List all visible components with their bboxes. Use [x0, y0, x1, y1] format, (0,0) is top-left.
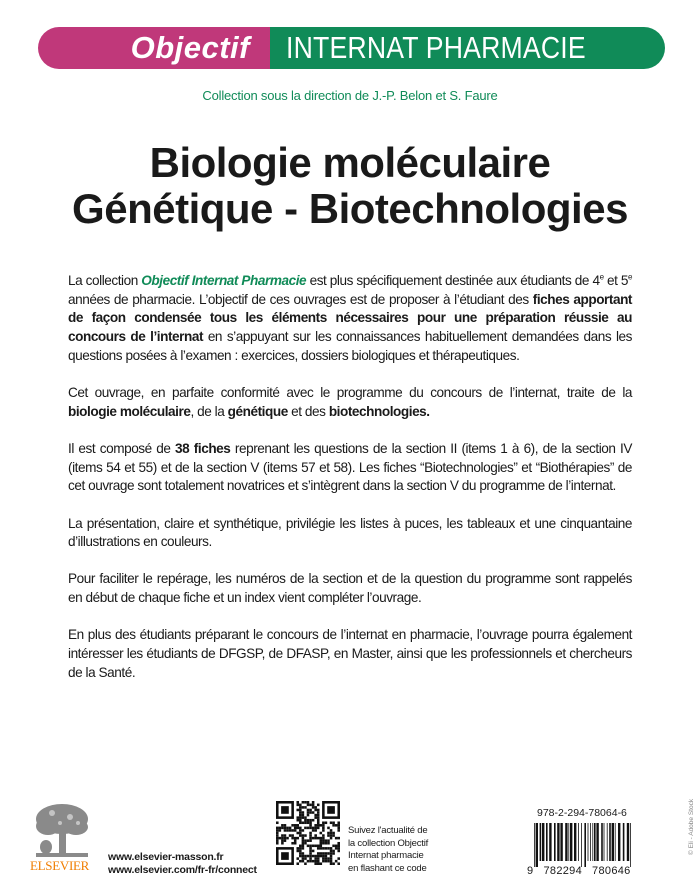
series-name-internat — [270, 27, 665, 69]
text-segment: Il est composé de — [68, 440, 176, 456]
text-segment: La présentation, claire et synthétique, privilégie les listes à puces, les tableaux et une cinquantaine d’illustrations en couleurs. — [68, 515, 632, 550]
barcode-bar — [594, 823, 596, 861]
bold-text: 38 fiches — [175, 440, 231, 456]
bold-text: génétique — [227, 403, 288, 419]
barcode-bar — [546, 823, 548, 861]
barcode-bar — [590, 823, 591, 861]
back-cover-text — [68, 272, 632, 701]
barcode-bar — [596, 823, 598, 861]
publisher-urls — [108, 851, 257, 877]
bold-text: biologie moléculaire — [68, 403, 191, 419]
barcode-bar — [557, 823, 559, 861]
bold-text: fiches apportant de façon condensée tous les éléments nécessaires pour une préparation réussie au concours de l’internat — [68, 291, 633, 345]
footer — [0, 795, 700, 895]
paragraph — [68, 440, 632, 496]
publisher-logo-text: ELSEVIER — [30, 858, 89, 873]
text-segment: e — [599, 272, 604, 282]
barcode-bar — [623, 823, 625, 861]
title-line-1: Biologie moléculaire — [149, 139, 551, 186]
photo-credit: © Eli - Adobe Stock — [688, 798, 695, 855]
barcode-bar — [618, 823, 620, 861]
qr-caption-line: en flashant ce code — [348, 862, 427, 874]
barcode-bar — [612, 823, 614, 861]
barcode-bar — [609, 823, 611, 861]
qr-caption-line: la collection Objectif — [348, 837, 429, 849]
barcode-bar — [630, 823, 631, 867]
paragraph — [68, 384, 632, 421]
barcode-bar — [588, 823, 589, 861]
barcode-bar — [615, 823, 616, 861]
barcode-bar — [534, 823, 535, 867]
barcode-bar — [549, 823, 551, 861]
series-banner — [38, 27, 665, 69]
text-segment: Pour faciliter le repérage, les numéros de la section et de la question du programme sont rappelés en début de chaque fiche et un index vient compléter l’ouvrage. — [68, 571, 632, 606]
barcode-bar — [560, 823, 562, 861]
barcode-bar — [592, 823, 593, 861]
text-segment: en s’appuyant sur les connaissances habituellement demandées dans les questions posées à l’examen : exercices, dossiers biologiques et thérapeutiques. — [68, 329, 633, 363]
barcode — [534, 823, 634, 867]
barcode-bar — [581, 823, 582, 867]
qr-caption — [348, 825, 428, 875]
barcode-bar — [607, 823, 608, 861]
text-segment: et des — [287, 403, 329, 419]
barcode-bar — [565, 823, 567, 861]
qr-caption-line: Suivez l'actualité de — [348, 825, 428, 836]
barcode-bar — [627, 823, 629, 861]
title-line-2: Génétique - Biotechnologies — [72, 185, 628, 232]
barcode-bar — [554, 823, 556, 861]
elsevier-tree-logo — [32, 801, 92, 859]
barcode-bar — [578, 823, 579, 861]
text-segment: et 5 — [603, 273, 628, 288]
qr-caption-line: Internat pharmacie — [348, 850, 424, 861]
text-segment: est plus spécifiquement destinée aux étudiants de 4 — [306, 273, 600, 288]
text-segment: années de pharmacie. L’objectif de ces ouvrages est de proposer à l’étudiant des — [68, 291, 533, 307]
paragraph — [68, 515, 632, 552]
barcode-bar — [601, 823, 603, 861]
collection-name: Objectif Internat Pharmacie — [141, 273, 307, 288]
url-elsevier-masson[interactable]: www.elsevier-masson.fr — [108, 851, 224, 863]
text-segment: La collection — [68, 273, 142, 288]
barcode-bar — [570, 823, 572, 861]
bold-text: biotechnologies. — [328, 403, 430, 419]
series-name-objectif: Objectif — [38, 27, 270, 69]
barcode-bar — [604, 823, 605, 861]
paragraph — [68, 272, 632, 366]
barcode-bar — [568, 823, 569, 861]
isbn: 978-2-294-78064-6 — [537, 807, 627, 819]
url-elsevier-connect[interactable]: www.elsevier.com/fr-fr/connect — [108, 864, 257, 876]
barcode-digits: 9 782294 780646 — [527, 865, 631, 877]
text-segment: reprenant les questions de la section II (items 1 à 6), de la section IV (items 54 et 55) et de la section V (items 57 et 58). Les fiches “Biotechnologies” et “Biothérapies” de cet ouvrage sont totalement novatrices et s’intègrent dans la section V du programme de l’internat. — [68, 440, 632, 494]
barcode-bar — [542, 823, 544, 861]
book-title — [0, 140, 700, 232]
text-segment: , de la — [190, 403, 228, 419]
text-segment: Cet ouvrage, en parfaite conformité avec le programme du concours de l’internat, traite de la — [68, 385, 632, 401]
barcode-bar — [536, 823, 538, 867]
text-segment: En plus des étudiants préparant le concours de l’internat en pharmacie, l’ouvrage pourra également intéresser les étudiants de DFGSP, de DFASP, en Master, ainsi que les professionnels et chercheurs de la Santé. — [68, 627, 632, 680]
paragraph — [68, 570, 632, 607]
paragraph — [68, 626, 632, 682]
qr-code[interactable] — [276, 801, 340, 865]
text-segment: e — [628, 272, 632, 282]
barcode-bar — [584, 823, 586, 867]
barcode-bar — [574, 823, 576, 861]
series-name-text: INTERNAT PHARMACIE — [286, 30, 586, 65]
barcode-bar — [540, 823, 542, 861]
collection-direction: Collection sous la direction de J.-P. Belon et S. Faure — [202, 88, 498, 103]
